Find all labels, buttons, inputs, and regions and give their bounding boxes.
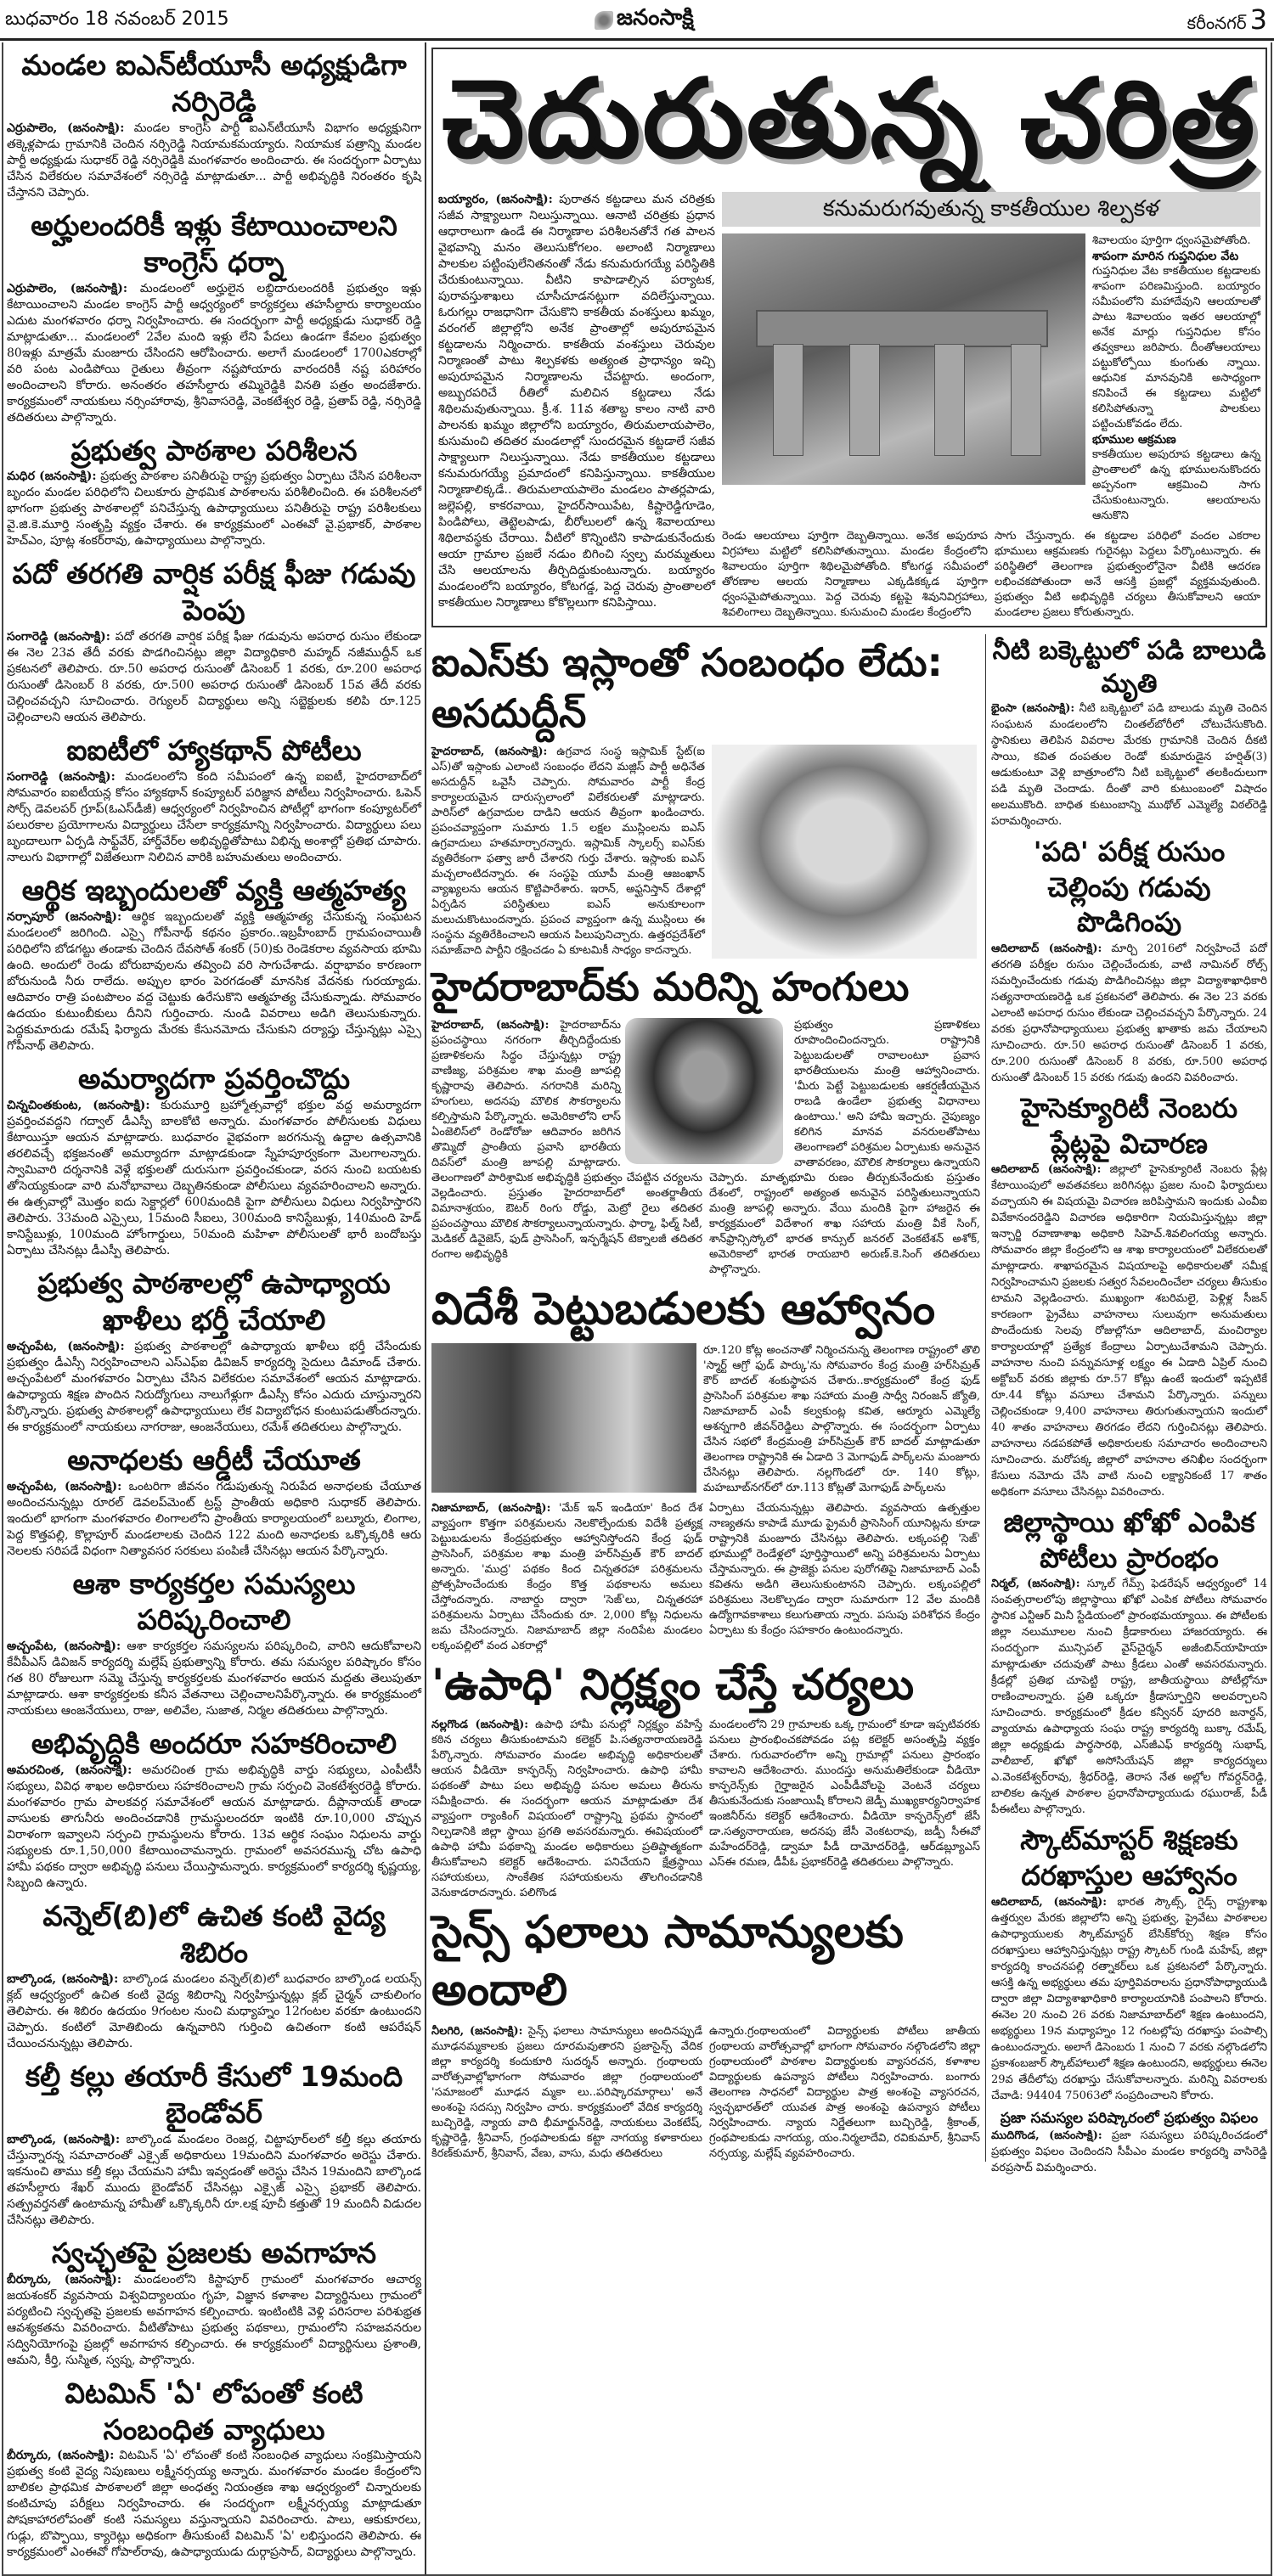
center-news-column: [431, 634, 986, 2162]
feature-right-area: [722, 192, 1260, 622]
food-park-foundation-photo: [431, 1343, 696, 1493]
side-paragraph: కాకతీయుల అపురూప కట్టడాలు ఉన్న ప్రాంతాలలో ఉన్న భూములనుకొందరు అప్పనంగా ఆక్రమించి సాగు చేసుకుంటున్నారు. ఆలయాలను ఆనుకొని: [1092, 448, 1260, 523]
article-text: ప్రభుత్వ పాఠశాల పనితీరుపై రాష్ట్ర ప్రభుత్వం ఏర్పాటు చేసిన పరిశీలనా బృందం మండల పరిధిలోని చిలుకూరు ప్రాథమిక పాఠశాలను పరిశీలించింది. ఈ పరిశీలనలో భాగంగా ప్రభుత్వ పాఠశాలల్లో పనిచేస్తున్న ఉపాధ్యాయులు పనితీరుపై రాష్ట్ర పరిశీలకులు వై.జి.కె.మూర్తి సంతృప్తి వ్యక్తం చేశారు. ఈ కార్యక్రమంలో ఎంఈవో వై.ప్రభాకర్, పాఠశాల హెచ్ఎం, పూట్ల శంకర్‌రావు, ఉపాధ్యాయులు పాల్గొన్నారు.: [7, 470, 421, 548]
article-text: అమరచింత గ్రామ అభివృద్ధికి వార్డు సభ్యులు, ఎంపీటీసీ సభ్యులు, వివిధ శాఖల అధికారులు సహకరించాలని గ్రామ సర్పంచి వెంకటేశ్వరరెడ్డి కోరారు. మంగళవారం గ్రామ పాలకవర్గ సమావేశంలో ఆయన మాట్లాడారు. దీప్లానాయక్ తాండా వాసులకు తాగునీరు అందించడానికి గ్రామస్థులందరూ ఇంటికి రూ.10,000 చొప్పున విరాళంగా ఇవ్వాలని సర్పంచి గ్రామస్థులను కోరారు. 13వ ఆర్థిక సంఘం నిధులను వార్డు సభ్యులకు రూ.1,50,000 కేటాయించామన్నారు. గ్రామంలో అవసరమున్న చోట ఉపాధి హామీ పథకం ద్వారా అభివృద్ధి పనులు చేయిస్తామన్నారు. కార్యక్రమంలో కార్యదర్శి కృష్ణయ్య, సిబ్బంది ఉన్నారు.: [7, 1763, 422, 1891]
article-body: [7, 769, 421, 866]
issue-date: బుధవారం 18 నవంబర్ 2015: [5, 8, 229, 30]
dateline: బాల్కొండ, (జనంసాక్షి):: [7, 1972, 119, 1987]
article-body: [7, 2448, 421, 2561]
article-body: [431, 1501, 702, 1654]
temple-pillar-shape: [1011, 344, 1041, 456]
article-text: ఆశా కార్యకర్తల సమస్యలను పరిష్కరించి, వారిని ఆదుకోవాలని కేవీపీఎస్ డివిజన్ కార్యదర్శి మల్లేష్ ప్రభుత్వాన్ని కోరారు. తమ సమస్యల పరిష్కారం కోసం గత 80 రోజులుగా సమ్మె చేస్తున్న కార్యకర్తలకు మంగళవారం ఆయన మద్దతు తెలుపుతూ మాట్లాడారు. ఆశా కార్యకర్తలకు కనీస వేతనాలు చెల్లించాలనిపేర్కొన్నారు. ఈ కార్యక్రమంలో నాయకులు ఆంజనేయులు, రాజు, అలివేల, సుజాత, నిర్మల తదితరులు పాల్గొన్నారు.: [7, 1640, 421, 1718]
edition-name: కరీంనగర్: [1187, 13, 1247, 33]
article-text: ఉగ్రవాద సంస్థ ఇస్లామిక్ స్టేట్(ఐ ఎస్)తో ఇస్లాంకు ఎలాంటి సంబంధం లేదని మజ్లిస్ పార్టీ అధినేత అసదుద్దీన్ ఒవైసీ చెప్పారు. సోమవారం పార్టీ కేంద్ర కార్యాలయమైన దారుస్సలాంలో విలేకరులతో మాట్లాడారు. పారిస్‌లో ఉగ్రవాదుల దాడిని ఆయన తీవ్రంగా ఖండించారు. ప్రపంచవ్యాప్తంగా సుమారు 1.5 లక్షల ముస్లింలను ఐఎస్ ఉగ్రవాదులు హతమార్చారన్నారు. ఇస్లామిక్ స్కాలర్స్ ఐఎస్‌కు వ్యతిరేకంగా ఫత్వా జారీ చేశారని గుర్తు చేశారు. ఇస్లాంకు ఐఎస్ మచ్చలాంటిదన్నారు. ఈ సంస్థపై యూపీ మంత్రి ఆజంఖాన్ వ్యాఖ్యలను ఆయన కొట్టిపారేశారు. ఇరాన్, అఫ్ఘనిస్తాన్ దేశాల్లో ఏర్పడిన పరిస్థితులు ఐఎస్ అనుకూలంగా మలుచుకొంటుందన్నారు. ప్రపంచ వ్యాప్తంగా ఉన్న ముస్లింలు ఈ సంస్థను వ్యతిరేకించాలని ఆయన పిలుపునిచ్చారు. ఉత్తరప్రదేశ్‌లో సమాజ్‌వాది పార్టీని రక్షించడం ఏ కూటమికీ సాధ్యం కాదన్నారు.: [431, 745, 705, 957]
article-headline: మండల ఐఎన్‌టీయూసీ అధ్యక్షుడిగా నర్సిరెడ్డి: [21, 48, 407, 118]
edition-page: [1187, 3, 1267, 37]
article-text: మార్చి 2016లో నిర్వహించే పదో తరగతి పరీక్షల రుసుం చెల్లించేందుకు, వాటి నామినల్ రోల్స్ సమర్పించేందుకు గడువు పొడిగించినట్లు జిల్లా విద్యాశాఖాధికారి సత్యనారాయణరెడ్డి ఒక ప్రకటనలో తెలిపారు. ఈ నెల 23 వరకు ఎలాంటి అపరాధ రుసుం లేకుండా చెల్లించవచ్చని పేర్కొన్నారు. 24 వరకు ప్రధానోపాధ్యాయులు ప్రభుత్వ ఖాతాకు జమ చేయాలని సూచించారు. రూ.50 అపరాధ రుసుంతో డిసెంబర్ 1 వరకు, రూ.200 రుసుంతో డిసెంబర్ 8 వరకు, రూ.500 అపరాధ రుసుంతో డిసెంబర్ 15 వరకు గడువు ఉందని వివరించారు.: [991, 942, 1267, 1084]
article-headline: ఆర్థిక ఇబ్బందులతో వ్యక్తి ఆత్మహత్య: [21, 874, 407, 908]
article-headline: విదేశీ పెట్టుబడులకు ఆహ్వానం: [431, 1283, 935, 1335]
dateline: మధిర (జనంసాక్షి):: [7, 470, 97, 484]
article-body: [7, 909, 421, 1055]
article-text: హైదరాబాద్‌ను ప్రపంచస్థాయి నగరంగా తీర్చిదిద్దేందుకు ప్రణాళికలను సిద్ధం చేస్తున్నట్లు రాష్ట్ర వాణిజ్య, పరిశ్రమల శాఖ మంత్రి జూపల్లి కృష్ణారావు తెలిపారు. నగరానికి మరిన్ని హంగులు, అదనపు మౌలిక సౌకర్యాలను కల్పిస్తామని పేర్కొన్నారు. అమెరికాలోని లాస్ ఏంజెలిస్‌లో రెండోరోజు ఆదివారం జరిగిన తొమ్మిదో ప్రాంతీయ ప్రవాసి భారతీయ దివస్‌లో మంత్రి జూపల్లి మాట్లాడారు. తెలంగాణలో పారిశ్రామిక అభివృద్ధికి ప్రభుత్వం చేపట్టిన చర్యలను వెల్లడించారు. ప్రస్తుతం హైదరాబాద్‌లో అంతర్జాతీయ విమానాశ్రయం, ఔటర్ రింగు రోడ్డు, మెట్రో రైలు తదితర ప్రపంచస్థాయి మౌలిక సౌకర్యాలున్నాయన్నారు. ఫార్మా, ఫిల్మ్ సిటీ, మెడికల్ డివైజెస్, ఫుడ్ ప్రాసెసింగ్, ఇన్ఫర్మేషన్ టెక్నాలజీ తదితర రంగాల అభివృద్ధికి: [431, 1018, 702, 1261]
article-body: [7, 1639, 421, 1719]
article-headline: 'పది' పరీక్ష రుసుం చెల్లింపు గడువు పొడిగింపు: [1033, 835, 1226, 939]
dateline: నీలగిరి, (జనంసాక్షి):: [431, 2025, 523, 2039]
article-text: ప్రభుత్వ పాఠశాలల్లో ఉపాధ్యాయ ఖాళీలు భర్తీ చేసేందుకు ప్రభుత్వం డీఎస్సీ నిర్వహించాలని ఎస్ఎఫ్ఐ డివిజన్ కార్యదర్శి సైదులు డిమాండ్ చేశారు. అచ్చంపేటలో మంగళవారం ఏర్పాటు చేసిన విలేకరుల సమావేశంలో ఆయన మాట్లాడారు. ఉపాధ్యాయ శిక్షణ పొందిన నిరుద్యోగులు నాలుగేళ్లుగా డీఎస్సీ కోసం ఎదురు చూస్తున్నారని పేర్కొన్నారు. ప్రభుత్వ పాఠశాలల్లో ఉపాధ్యాయులు లేక విద్యాబోధన కుంటుపడుతోందన్నారు. ఈ కార్యక్రమంలో నాయకులు నాగరాజు, ఆంజనేయులు, రమేశ్ తదితరులు పాల్గొన్నారు.: [7, 1339, 421, 1434]
article-text: ప్రభుత్వం ప్రణాళికలు రూపొందించిందన్నారు. రాష్ట్రానికి పెట్టుబడులతో రావాలంటూ ప్రవాస భారతీయులను మంత్రి ఆహ్వానించారు. 'మీరు పెట్టే పెట్టుబడులకు ఆకర్షణీయమైన రాబడి ఉండేలా ప్రభుత్వ విధానాలు ఉంటాయి.' అని హామీ ఇచ్చారు. నైపుణ్యం కలిగిన మానవ వనరులతోపాటు తెలంగాణలో పరిశ్రమల ఏర్పాటుకు అనువైన వాతావరణం, మౌలిక సౌకర్యాలు ఉన్నాయని చెప్పారు. మాతృభూమి రుణం తీర్చుకునేందుకు ప్రస్తుతం దేశంలో, రాష్ట్రంలో అత్యంత అనువైన పరిస్థితులున్నాయని మంత్రి జూపల్లి అన్నారు. వేయి మందికి పైగా హాజరైన ఈ కార్యక్రమంలో విదేశాంగ శాఖ సహాయ మంత్రి వీకే సింగ్, శాన్‌ఫ్రాన్సిస్కోలో భారత కాన్సుల్ జనరల్ వెంకటేశన్ అశోక్, అమెరికాలో భారత రాయబారి అరుణ్.కె.సింగ్ తదితరులు పాల్గొన్నారు.: [709, 1018, 980, 1276]
temple-pillar-shape: [934, 344, 965, 456]
article-body: [7, 1763, 421, 1892]
article-headline: అమర్యాదగా ప్రవర్తించొద్దు: [77, 1062, 350, 1096]
article-body: [7, 2272, 421, 2369]
temple-pillar-shape: [849, 344, 880, 456]
news-article: [7, 731, 421, 866]
article-text: కురుమూర్తి బ్రహ్మోత్సవాల్లో భక్తుల వద్ద అమర్యాదగా ప్రవర్తించవద్దని గద్వాల్ డీఎస్పీ బాలకోటి అన్నారు. మంగళవారం పోలీసులకు విధులు కేటాయిస్తూ ఆయన మాట్లాడారు. బుధవారం వైభవంగా జరగనున్న ఉద్దాల ఉత్సవానికి తరలివచ్చే భక్తజనంతో అమర్యాదగా మాట్లాడకుండా స్నేహపూర్వకంగా మెలగాలన్నారు. స్వామివారి దర్శనానికి వెళ్లే భక్తులతో దురుసుగా ప్రవర్తించకుండా, వరస నుంచి బయటకు తోసెయ్యకుండా వారి మనోభావాలు దెబ్బతినకుండా పోలీసులు వ్యవహరించాలని అన్నారు. ఈ ఉత్సవాల్లో మొత్తం ఐదు సెక్టార్లలో 600మందికి పైగా పోలీసులు విధులు నిర్వహిస్తారని తెలిపారు. 33మంది ఎస్సైలు, 15మంది సీఐలు, 300మంది కానిస్టేబుళ్లు, 140మంది హెడ్ కానిస్టేబుళ్లు, 100మంది హోంగార్డులు, 50మంది మహిళా పోలీసులతో భారీ బందోబస్తు ఏర్పాటు చేసినట్లు డీఎస్పీ తెలిపారు.: [7, 1098, 421, 1257]
article-headline: స్కౌట్‌మాస్టర్ శిక్షణకు దరఖాస్తుల ఆహ్వానం: [1020, 1824, 1238, 1892]
news-article: [991, 1091, 1267, 1500]
news-article: [991, 1505, 1267, 1818]
article-text: మండలంలోని కిస్టాపూర్ గ్రామంలో మంగళవారం ఆచార్య జయశంకర్ వ్యవసాయ విశ్వవిద్యాలయం గృహ, విజ్ఞాన కళాశాల విద్యార్థినులు గ్రామంలో పర్యటించి స్వచ్ఛతపై ప్రజలకు అవగాహన కల్పించారు. ఇంటింటికి వెళ్లి పరిసరాల పరిశుభ్రత ఆవశ్యకతను వివరించారు. వీటితోపాటు ప్రభుత్వ పథకాలు, గ్రామంలోని సహజవనరుల సద్వినియోగంపై ప్రజల్లో అవగాహన కల్పించారు. ఈ కార్యక్రమంలో విద్యార్థినులు ప్రశాంతి, ఆమని, కీర్తి, సుస్మిత, స్వప్న, పాల్గొన్నారు.: [7, 2272, 421, 2367]
article-headline: 'ఉపాధి' నిర్లక్ష్యం చేస్తే చర్యలు: [431, 1660, 915, 1710]
article-body: [991, 2128, 1267, 2176]
article-row: [431, 2024, 980, 2162]
article-headline: ఐఎస్‌కు ఇస్లాంతో సంబంధం లేదు: అసదుద్దీన్: [431, 639, 943, 736]
dateline: భైంసా (జనంసాక్షి):: [991, 702, 1075, 716]
article-body: [7, 1098, 421, 1259]
article-body: [991, 1894, 1267, 2104]
dateline: హైదరాబాద్, (జనంసాక్షి):: [431, 745, 548, 758]
news-article: [7, 871, 421, 1055]
dateline: ఆదిలాబాద్, (జనంసాక్షి):: [991, 1895, 1108, 1909]
article-headline: హైసెక్యూరిటీ నెంబరు ప్లేట్లపై విచారణ: [1020, 1091, 1238, 1160]
news-article: [991, 835, 1267, 1086]
article-body: [991, 941, 1267, 1086]
article-text: ఉపాధి హామీ పనుల్లో నిర్లక్ష్యం వహిస్తే కఠిన చర్యలు తీసుకుంటామని కలెక్టర్ పి.సత్యనారాయణరెడ్డి పేర్కొన్నారు. సోమవారం మండల అభివృద్ధి అధికారులతో ఆయన వీడియో కాన్ఫరెన్స్ నిర్వహించారు. ఉపాధి హామీ పథకంతో పాటు పలు అభివృద్ధి పనుల అమలు తీరును సమీక్షించారు. ఈ సందర్భంగా ఆయన మాట్లాడుతూ దేశ వ్యాప్తంగా ర్యాంకింగ్ విషయంలో రాష్ట్రాన్ని ప్రథమ స్థానంలో నిల్పడానికి జిల్లా స్థాయి ప్రగతి అవసరమన్నారు. ఈవిషయంలో ఉపాధి హామీ పథకాన్ని మండల అధికారులు ప్రతిష్టాత్మకంగా తీసుకోవాలని కలెక్టర్ ఆదేశించారు. పనిచేయని క్షేత్రస్థాయి సహాయకులు, సాంకేతిక సహాయకులను తొలగించడానికి వెనుకాడరాదన్నారు. పలిగొండ: [431, 1718, 702, 1900]
main-news-area: [426, 42, 1271, 2190]
dateline: అచ్చంపేట, (జనంసాక్షి):: [7, 1640, 121, 1654]
side-subheading: భూముల ఆక్రమణ: [1092, 433, 1176, 447]
news-article: [7, 2057, 421, 2229]
feature-bottom-right-text: సాగు చేస్తున్నారు. ఈ కట్టడాల పరిధిలో వందల ఎకరాల భూములు ఆక్రమణకు గురైనట్లు పెద్దలు పేర్కొంటున్నారు. ఈ పరిస్థితిలో తెలంగాణ ప్రభుత్వంలోనైనా వీటికి ఆదరణ లభించకపోతుందా అనే ఆసక్తి ప్రజల్లో వ్యక్తమవుతుంది. ప్రభుత్వం వీటి అభివృద్ధికి చర్యలు తీసుకోవాలని ఆయా మండలాల ప్రజలు కోరుతున్నారు.: [995, 530, 1260, 620]
newspaper-name: జనంసాక్షి: [617, 5, 694, 31]
dateline: హైదరాబాద్, (జనంసాక్షి):: [431, 1018, 550, 1032]
dateline: అచ్చంపేట, (జనంసాక్షి):: [7, 1479, 122, 1493]
article-body: [7, 121, 421, 201]
lower-news-area: [431, 634, 1267, 2180]
dateline: చిన్నచింతకుంట, (జనంసాక్షి):: [7, 1098, 150, 1112]
article-text: జిల్లాలో హైసెక్యూరిటీ నెంబరు ప్లేట్ల కేటాయింపులో అవతవకలు జరిగినట్లు ప్రజల నుంచి ఫిర్యాదులు వచ్చాయని ఈ విషయమై విచారణ జరిపిస్తామని ఇందుకు ఎంవీఐ వివేకానందరెడ్డిని విచారణ అధికారిగా నియమిస్తున్నట్లు జిల్లా ఇన్చార్జి రవాణాశాఖ అధికారి సిహెచ్.శివలింగయ్య అన్నారు. సోమవారం జిల్లా కేంద్రంలోని ఆ శాఖ కార్యాలయంలో విలేకరులతో మాట్లాడారు. శాఖాపరమైన విషయాలపై అధికారులతో సమీక్ష నిర్వహించామని ప్రజలకు సత్వర సేవలందించేలా చర్యలు తీసుకుం టామని వెల్లడించారు. ముఖ్యంగా శబరిమలై, పెళ్లిళ్ల సీజన్ కారణంగా ప్రైవేటు వాహనాలు సులువుగా అనుమతులు పొందేందుకు సెలవు రోజుల్లోనూ ఆదిలాబాద్, మంచిర్యాల కార్యాలయాల్లో ప్రత్యేక కేంద్రాలు ఏర్పాటుచేశామని చెప్పారు. వాహనాల నుంచి పన్నువసూళ్ల లక్ష్యం ఈ ఏడాది ఏప్రిల్ నుంచి అక్టోబర్ వరకు జిల్లాకు రూ.57 కోట్లు ఉంటే ఇందులో ఇప్పటికే రూ.44 కోట్లు వసూలు చేశామని పేర్కొన్నారు. పన్నులు చెల్లించకుండా 9,400 వాహనాలు తిరుగుతున్నాయని ఇందులో 40 శాతం వాహనాలు తిరగడం లేదని గుర్తించినట్లు తెలిపారు. వాహనాలు నడపకపోతే అధికారులకు సమాచారం అందించాలని సూచించారు. మరోపక్క జిల్లాలో వాహనాల తనిఖీల సందర్భంగా కేసులు నమోదు చేసి వాటి నుంచి లక్ష్యానికంటే 17 శాతం అధికంగా వసూలు చేసినట్లు వివరించారు.: [991, 1163, 1267, 1499]
left-news-column: [3, 42, 426, 2574]
article-text: మండలంలోని కంది సమీపంలో ఉన్న ఐఐటీ, హైదరాబాద్‌లో సోమవారం ఐఐటీయన్ల కోసం హ్యాకథాన్ కంప్యూటర్ పరిజ్ఞాన పోటీలు నిర్వహించారు. ఓపెన్ సోర్స్ డెవలపర్ గ్రూప్(ఓఎస్‌డీజీ) ఆధ్వర్యంలో నిర్వహించిన పోటీల్లో భాగంగా కంప్యూటర్‌లో పలురకాల ప్రయోగాలను విద్యార్థులు చేసేలా కార్యక్రమాన్ని నిర్వహించారు. విద్యార్థులు పలు బృందాలుగా ఏర్పడి సాఫ్ట్‌వేర్, హార్డ్‌వేర్‌ల అభివృద్ధితోపాటు విభిన్న అంశాల్లో ప్రతిభ చూపారు. నాలుగు విభాగాల్లో విజేతలుగా నిలిచిన వారికి బహుమతులు అందించారు.: [7, 770, 421, 865]
news-article: [7, 1897, 421, 2052]
article-headline: ప్రభుత్వ పాఠశాలల్లో ఉపాధ్యాయ ఖాళీలు భర్తీ చేయాలి: [37, 1266, 391, 1336]
news-article: [991, 2109, 1267, 2176]
right-news-column: [991, 634, 1267, 2180]
article-headline: అనాధలకు ఆర్డీటీ చేయూత: [67, 1443, 361, 1476]
article-body: రూ.120 కోట్ల అంచనాతో నిర్మించనున్న తెలంగాణ రాష్ట్రంలో తొలి 'స్మార్ట్ ఆగ్రో ఫుడ్ పార్కు'ను సోమవారం కేంద్ర మంత్రి హర్‌సిమ్రత్ కౌర్ బాదల్ శంకుస్థాపన చేశారు..కార్యక్రమంలో కేంద్ర ఫుడ్ ప్రాసెసింగ్ పరిశ్రమల శాఖ సహాయ మంత్రి సాధ్వీ నిరంజన్ జ్యోతి, నిజామాబాద్ ఎంపీ కల్వకుంట్ల కవిత, ఆర్మూరు ఎమ్మెల్యే ఆశన్నగారి జీవన్‌రెడ్డిలు పాల్గొన్నారు. ఈ సందర్భంగా ఏర్పాటు చేసిన సభలో కేంద్రమంత్రి హర్‌సిమ్రత్ కౌర్ బాదల్ మాట్లాడుతూ తెలంగాణ రాష్ట్రానికి ఈ ఏడాది 3 మెగాఫుడ్ పార్క్‌లను మంజూరు చేసినట్లు తెలిపారు. నల్లగొండలో రూ. 140 కోట్లు, మహబూబ్‌నగర్‌లో రూ.113 కోట్లతో మెగాఫుడ్ పార్క్‌లను: [703, 1344, 980, 1495]
article-row: [431, 1501, 980, 1654]
feature-bottom-row: [722, 529, 1260, 621]
news-article: [7, 46, 421, 201]
owaisi-portrait-photo: [712, 745, 977, 959]
dateline: సంగారెడ్డి (జనంసాక్షి):: [7, 630, 110, 644]
feature-side-text: [1092, 233, 1260, 524]
news-article: [7, 2374, 421, 2562]
article-text: ప్రజా సమస్యలు పరిష్కరించడంలో ప్రభుత్వం విఫలం చెందిందని సీపీఎం మండల కార్యదర్శి వాసిరెడ్డి వరప్రసాద్ విమర్శించారు.: [991, 2129, 1267, 2174]
news-article: [7, 554, 421, 726]
article-row: [431, 745, 980, 959]
news-article: [7, 431, 421, 550]
page-number: 3: [1249, 3, 1267, 36]
news-article: [991, 1823, 1267, 2103]
article-text: భారత స్కౌట్స్, గైడ్స్ రాష్ట్రశాఖ ఉత్తర్వుల మేరకు జిల్లాలోని అన్ని ప్రభుత్వ, ప్రైవేటు పాఠశాలల ఉపాధ్యాయులకు స్కౌట్‌మాస్టర్ బేసిక్‌కోర్సు శిక్షణ కోసం దరఖాస్తులు ఆహ్వానిస్తున్నట్లు రాష్ట్ర స్కౌటర్ గుండి మహేష్, జిల్లా కార్యదర్శి కాంచనపల్లి రత్నాకర్‌లు ఒక ప్రకటనలో పేర్కొన్నారు. ఆసక్తి ఉన్న అభ్యర్థులు తమ పూర్తివివరాలను ప్రధానోపాధ్యాయుడి ద్వారా జిల్లా విద్యాశాఖాధికారి కార్యాలయానికి పంపాలని కోరారు. ఈనెల 20 నుంచి 26 వరకు నిజామాబాద్‌లో శిక్షణ ఉంటుందని, అభ్యర్థులు 19న మధ్యాహ్నం 12 గంటల్లోపు దరఖాస్తు పంపాల్సి ఉంటుందన్నారు. అలాగే డిసెంబరు 1 నుంచి 7 వరకు నల్గొండలోని ప్రకాశంబజార్ స్కౌట్‌హాలులో శిక్షణ ఉంటుందని, అభ్యర్థులు ఈనెల 29వ తేదీలోపు దరఖాస్తు చేసుకోవాలన్నారు. మరిన్ని వివరాలకు చేవాడి: 94404 75063లో సంప్రదించాలని కోరారు.: [991, 1895, 1268, 2102]
newspaper-logo: [595, 5, 694, 36]
article-headline: అభివృద్ధికి అందరూ సహకరించాలి: [31, 1727, 397, 1761]
dateline: నిజామాబాద్, (జనంసాక్షి):: [431, 1502, 551, 1516]
logo-leaf-icon: [595, 11, 613, 30]
article-body: [7, 1339, 421, 1436]
article-body: [7, 469, 421, 549]
article-text: 'మేక్ ఇన్ ఇండియా' కింద దేశ వ్యాప్తంగా కొత్తగా పరిశ్రమలను నెలకొల్పేందుకు విదేశీ ప్రత్యక్ష పెట్టుబడులను కేంద్రప్రభుత్వం ఆహ్వానిస్తోందని కేంద్ర ఫుడ్ ప్రాసెసింగ్, పరిశ్రమల శాఖ మంత్రి హర్‌సిమ్రత్ కౌర్ బాదల్ అన్నారు. 'ముద్ర' పథకం కింద చిన్నతరహా పరిశ్రమలను ప్రోత్సహించేందుకు కేంద్రం కొత్త పథకాలను అమలు చేస్తోందన్నారు. నాబార్డు ద్వారా 'సెజ్'లు, చిన్నతరహా పరిశ్రమలను ఏర్పాటు చేసేందుకు రూ. 2,000 కోట్ల నిధులను జమ చేసిందన్నారు. నిజామాబాద్ జిల్లా నందిపేట మండలం లక్కంపల్లిలో వంద ఎకరాల్లో: [431, 1502, 702, 1653]
article-body-continued: మండలంలోని 29 గ్రామాలకు ఒక్క గ్రామంలో కూడా ఇప్పటివరకు పనులు ప్రారంభించకపోవడం పట్ల కలెక్టర్ అసంతృప్తి వ్యక్తం చేశారు. గురువారంలోగా అన్ని గ్రామాల్లో పనులు ప్రారంభం కావాలని ఆదేశించారు. ముందస్తు అనుమతిలేకుండా వీడియో కాన్ఫరెన్స్‌కు గైర్హాజరైన ఎంపీడీవోలపై వెంటనే చర్యలు తీసుకునేందుకు సంజాయిషీ కోరాలని జెడ్పీ ముఖ్యకార్యనిర్వాహక ఇంజినీర్‌ను కలెక్టర్ ఆదేశించారు. వీడియో కాన్ఫరెన్స్‌లో జేసీ డా.సత్యనారాయణ, అదనపు జేసీ వెంకటరావు, జడ్పీ సీఈవో మహేందర్‌రెడ్డి, డ్వామా పీడీ దామోదర్‌రెడ్డి, ఆర్‌డబ్ల్యూఎస్ ఎస్‌ఈ రమణ, డీపీఓ ప్రభాకర్‌రెడ్డి తదితరులు పాల్గొన్నారు.: [709, 1718, 980, 1870]
article-body-continued: ఏర్పాటు చేయనున్నట్లు తెలిపారు. వ్యవసాయ ఉత్పత్తుల నాణ్యతను కాపాడే మూడు ప్రైమరీ ప్రాసెసింగ్ యూనిట్లను కూడా రాష్ట్రానికి మంజూరు చేసినట్లు తెలిపారు. లక్కంపల్లి 'సెజ్' భూముల్లో రెండేళ్లలో పూర్తిస్థాయిలో అన్ని పరిశ్రమలను ఏర్పాటు చేస్తామన్నారు. ఈ ప్రాజెక్టు పనుల పురోగతిపై నిజామాబాద్ ఎంపీ కవితను అడిగి తెలుసుకుంటానని చెప్పారు. లక్కంపల్లిలో పరిశ్రమలు నెలకొల్పడం ద్వారా సుమారుగా 12 వేల మందికి ఉద్యోగావకాశాలు కలుగుతాయ న్నారు. పసుపు పరిశోధన కేంద్రం ఏర్పాటు కు కేంద్రం సహకారం ఉంటుందన్నారు.: [709, 1502, 980, 1638]
article-text: మండలంలో అర్హులైన లబ్ధిదారులందరికీ ప్రభుత్వం ఇళ్లు కేటాయించాలని మండల కాంగ్రెస్ పార్టీ ఆధ్వర్యంలో కార్యకర్తలు తహసీల్దారు కార్యాలయం ఎదుట మంగళవారం ధర్నా నిర్వహించారు. ఈ సందర్భంగా పార్టీ అధ్యక్షుడు సుధాకర్ రెడ్డి మాట్లాడుతూ... మండలంలో 2వేల మంది ఇళ్లు లేని పేదలు ఉండగా కేవలం ప్రభుత్వం 80ఇళ్లు మాత్రమే మంజూరు చేసిందని ఆరోపించారు. అలాగే మండలంలో 1700ఎకరాల్లో వరి పంట ఎండిపోయి రైతులు తీవ్రంగా నష్టపోయారు వారందరికీ నష్ట పరిహారం అందించాలని కోరారు. అనంతరం తహసీల్దారు తమ్మిరెడ్డికి వినతి పత్రం అందజేశారు. కార్యక్రమంలో నాయకులు నర్సింహారావు, శ్రీనివాసరెడ్డి, వెంకటేశ్వర రెడ్డి, ప్రతాప్ రెడ్డి, నర్సిరెడ్డి తదితరులు పాల్గొన్నారు.: [7, 281, 421, 425]
dateline: సంగారెడ్డి (జనంసాక్షి):: [7, 770, 116, 785]
article-text: మండల కాంగ్రెస్ పార్టీ ఐఎన్‌టీయూసీ విభాగం అధ్యక్షునిగా తక్కెళ్లపాడు గ్రామానికి చెందిన నర్సిరెడ్డి నియామకమయ్యారు. నియామక పత్రాన్ని మండల పార్టీ అధ్యక్షుడు సుధాకర్ రెడ్డి నర్సిరెడ్డికి మంగళవారం అందించారు. ఈ సందర్భంగా ఏర్పాటు చేసిన విలేకరుల సమావేశంలో నర్సిరెడ్డి మాట్లాడుతూ... పార్టీ అభివృద్ధికి నిరంతరం కృషి చేస్తానని చెప్పారు.: [7, 121, 421, 200]
dateline: అచ్చంపేట, (జనంసాక్షి):: [7, 1339, 125, 1353]
dateline: బీర్కూరు, (జనంసాక్షి):: [7, 2449, 115, 2463]
article-body-continued: ఉన్నారు.గ్రంథాలయంలో విద్యార్థులకు పోటీలు జాతీయ గ్రంథాలయ వారోత్సవాల్లో భాగంగా సోమవారం నల్గొండలోని జిల్లా గ్రంథాలయంలో పాఠశాల విద్యార్థులకు వ్యాసరచన, కళాశాల విద్యార్థులకు ఉపన్యాస పోటీలు నిర్వహించారు. బంగారు తెలంగాణ సాధనలో విద్యార్థుల పాత్ర అంశంపై వ్యాసరచన, స్వచ్ఛభారత్‌లో యువత పాత్ర అంశంపై ఉపన్యాస పోటీలు నిర్వహించారు. న్యాయ నిర్ణేతలుగా బుచ్చిరెడ్డి, శ్రీకాంత్, గ్రంథపాలకుడు నాగయ్య, యం.నిర్మలాదేవి, రవికుమార్, శ్రీనివాస్ నర్సయ్య, మల్లేష్ వ్యవహరించారు.: [709, 2025, 980, 2161]
article-headline: ప్రజా సమస్యల పరిష్కారంలో ప్రభుత్వం విఫలం: [1000, 2109, 1259, 2127]
article-text: సైన్స్ ఫలాలు సామాన్యులు అందినప్పుడే మూఢనమ్మకాలకు ప్రజలు దూరమవుతారని ప్రజాసైన్స్ వేదిక జిల్లా కార్యదర్శి కందుకూరి సుదర్శన్ అన్నారు. గ్రంథాలయ వారోత్సవాల్లోభాగంగా సోమవారం జిల్లా గ్రంథాలయంలో 'సమాజంలో మూఢన మ్మకా లు..పరిష్కారమార్గాలు' అనే అంశంపై సదస్సు నిర్వహిం చారు. కార్యక్రమంలో వేదిక కార్యదర్శి బుచ్చిరెడ్డి, న్యాయ వాది భీమార్జున్‌రెడ్డి, నాయకులు వెంకటేష్, కృష్ణారెడ్డి, శ్రీనివాస్, గ్రంథపాలకుడు కట్టా నాగయ్య కళాకారులు కిరణ్‌కుమార్, శ్రీనివాస్, వేణు, వాసు, మధు తదితరులు: [431, 2025, 702, 2161]
article-body: [431, 2024, 702, 2162]
news-article: [7, 1441, 421, 1560]
article-headline: పదో తరగతి వార్షిక పరీక్ష ఫీజు గడువు పెంపు: [12, 557, 416, 627]
article-body: [991, 1576, 1267, 1818]
dateline: ముదిగొండ, (జనంసాక్షి):: [991, 2129, 1102, 2142]
article-text: ఆర్థిక ఇబ్బందులతో వ్యక్తి ఆత్మహత్య చేసుకున్న సంఘటన మండలంలో జరిగింది. ఎస్సై గోపీనాథ్ కథనం ప్రకారం..ఇబ్రహీంబాద్ గ్రామపంచాయితీ పరిధిలోని బోడగట్టు తండాకు చెందిన దేవసోత్ శంకర్ (50)కు రెండెకరాల వ్యవసాయ భూమి ఉంది. అందులో రెండు బోరుబావులను తవ్వించి వరి సాగుచేశాడు. వర్షాభావం కారణంగా బోరునుండి నీరు రాలేదు. అప్పుల భారం పెరగడంతో మానసిక వేదనకు గురయ్యాడు. ఆదివారం రాత్రి పంటపొలం వద్ద చెట్టుకు ఉరేసుకొని ఆత్మహత్య చేసుకున్నాడు. సోమవారం ఉదయం కుటుంబీకులు దీనిని గుర్తించారు. నుండి వివరాలు అడిగి తెలుసుకున్నారు. పెద్దకుమారుడు రమేష్ ఫిర్యాదు మేరకు కేసునమోదు చేసుకుని దర్యాప్తు చేస్తున్నట్లు ఎస్సై గోపీనాథ్ తెలిపారు.: [7, 910, 421, 1054]
news-article: [7, 1565, 421, 1720]
dateline: బీర్కూరు, (జనంసాక్షి):: [7, 2272, 122, 2286]
news-article: [7, 206, 421, 426]
article-headline: విటమిన్ 'ఏ' లోపంతో కంటి సంబంధిత వ్యాధులు: [65, 2376, 364, 2446]
article-body: [991, 700, 1267, 830]
article-body: [431, 1718, 702, 1901]
news-article: [7, 1724, 421, 1892]
news-article: [7, 1264, 421, 1436]
side-intro: శివాలయం పూర్తిగా ధ్వంసమైపోతోంది.: [1092, 234, 1251, 248]
article-row: [431, 1343, 980, 1496]
article-headline: ఐఐటీలో హ్యాకథాన్ పోటీలు: [66, 734, 362, 768]
temple-pillar-shape: [773, 344, 803, 456]
article-text: విటమిన్ 'ఏ' లోపంతో కంటి సంబంధిత వ్యాధులు సంక్రమిస్తాయని ప్రభుత్వ కంటి వైద్య నిపుణులు లక్ష్మీనర్సయ్య అన్నారు. మంగళవారం మండల కేంద్రంలోని బాలికల ప్రాథమిక పాఠశాలలో జిల్లా అంధత్వ నియంత్రణ శాఖ ఆధ్వర్యంలో చిన్నారులకు కంటిచూపు పరీక్షలు నిర్వహించారు. ఈ సందర్భంగా లక్ష్మీనర్సయ్య మాట్లాడుతూ పోషకాహారలోపంతో కంటి సమస్యలు వస్తున్నాయని వివరించారు. పాలు, ఆకుకూరలు, గుడ్లు, బొప్పాయి, క్యారెట్లు అధికంగా తీసుకుంటే విటమిన్ 'ఏ' లభిస్తుందని తెలిపారు. ఈ కార్యక్రమంలో ఎంఈవో గోపాల్‌రావు, ఉపాధ్యాయుడు దుర్గాప్రసాద్, విద్యార్థులు పాల్గొన్నారు.: [7, 2449, 421, 2560]
page-frame: [2, 42, 1272, 2576]
dateline: నల్లగొండ (జనంసాక్షి):: [431, 1718, 529, 1732]
minister-jupally-photo: [625, 1018, 783, 1164]
article-headline: నీటి బక్కెట్టులో పడి బాలుడి మృతి: [992, 636, 1266, 700]
side-subheading: శాపంగా మారిన గుప్తనిధుల వేట: [1092, 250, 1239, 264]
article-headline: వన్నెల్(బి)లో ఉచిత కంటి వైద్య శిబిరం: [42, 1899, 386, 1970]
feature-photo-row: [722, 233, 1260, 524]
feature-story: [431, 48, 1267, 627]
temple-roof-shape: [756, 310, 1048, 347]
article-headline: స్వచ్ఛతపై ప్రజలకు అవగాహన: [51, 2236, 377, 2269]
temple-ruins-photo: [722, 233, 1085, 485]
article-headline: అర్హులందరికీ ఇళ్లు కేటాయించాలని కాంగ్రెస్ ధర్నా: [31, 208, 397, 278]
article-text: పదో తరగతి వార్షిక పరీక్ష ఫీజు గడువును అపరాధ రుసుం లేకుండా ఈ నెల 23వ తేదీ వరకు పొడగించినట్లు జిల్లా విద్యాధికారి మహ్మద్ నజీముద్దీన్ ఒక ప్రకటనలో తెలిపారు. రూ.50 అపరాధ రుసుంతో డిసెంబర్ 1 వరకు, రూ.200 అపరాధ రుసుంతో డిసెంబర్ 8 వరకు, రూ.500 అపరాధ రుసుంతో డిసెంబర్ 15వ తేదీ వరకు చెల్లించవచ్చని సూచించారు. రెగ్యులర్ విద్యార్థులు అన్ని సబ్జెక్టులకు కలిపి రూ.125 చెల్లించాలని ఆయన తెలిపారు.: [7, 630, 421, 725]
dateline: ఎర్రుపాలెం, (జనంసాక్షి):: [7, 121, 125, 135]
article-headline: కల్తీ కల్లు తయారీ కేసులో 19మంది బైండోవర్: [25, 2060, 403, 2129]
article-headline: ఆశా కార్యకర్తల సమస్యలు పరిష్కరించాలి: [72, 1566, 356, 1637]
news-article: [7, 2234, 421, 2369]
article-body: [991, 1161, 1267, 1500]
article-row: [431, 1018, 980, 1278]
article-body: [7, 2132, 421, 2229]
feature-lead-body: పురాతన కట్టడాలు మన చరిత్రకు సజీవ సాక్ష్యాలుగా నిలుస్తున్నాయి. ఆనాటి చరిత్రకు ప్రధాన ఆధారాలుగా ఉండే ఈ నిర్మాణాల పరిశీలనతోనే గత పాలన వైభవాన్ని మనం తెలుసుకోగలం. అలాంటి నిర్మాణాలు పాలకుల పట్టింపులేనితనంతో నేడు కనుమరుగయ్యే పరిస్థితికి చేరుకుంటున్నాయి. వీటిని కాపాడాల్సిన పర్యాటక, పురావస్తుశాఖలు చూసీచూడనట్లుగా వదిలేస్తున్నాయి. ఓరుగల్లు రాజధానిగా చేసుకొని కాకతీయ వంశస్తులు ఖమ్మం, వరంగల్ జిల్లాల్లోని అనేక ప్రాంతాల్లో అపురూపమైన కట్టడాలను నిర్మించారు. కాకతీయ వంశస్తులు చెరువుల నిర్మాణంతో పాటు శిల్పకళకు అత్యంత ప్రాధాన్యం ఇచ్చి అపురూపమైన నిర్మాణాలను చేపట్టారు. అందంగా, అబ్బురపరిచే రీతిలో మలిచిన కట్టడాలు నేడు శిథిలమవుతున్నాయి. క్రీ.శ. 11వ శతాబ్ద కాలం నాటి వారి పాలనకు ఖమ్మం జిల్లాలోని బయ్యారం, తిరుమలాయపాలెం, కుసుమంచి తదితర మండలాల్లో సుందరమైన కట్టడాలే సజీవ సాక్ష్యాలుగా నిలుస్తున్నాయి. నేడు కాకతీయుల కట్టడాలు కనుమరుగయ్యే ప్రమాదంలో కనిపిస్తున్నాయి. కాకతీయుల నిర్మాణాలిక్కడే.. తిరుమలాయపాలెం మండలం పాతర్లపాడు, జల్లెపల్లి, కాకరవాయి, హైదర్‌సాయిపేట, కిష్టారెడ్డిగూడెం, పిండిపోలు, తెట్టెలపాడు, బీరోలులలో ఉన్న శివాలయాలు శిథిలావస్థకు చేరాయి. వీటిలో కొన్నింటిని కాపాడుకునేందుకు ఆయా గ్రామాల ప్రజలే నడుం బిగించి స్వల్ప మరమ్మతులు చేసి ఆలయాలను తీర్చిదిద్దుకుంటున్నారు. బయ్యారం మండలంలోని బయ్యారం, కోటగడ్డ, పెద్ద చెరువు ప్రాంతాలలో కాకతీయుల నిర్మాణాలు కోకొల్లలుగా కనిపిస్తాయి.: [438, 192, 716, 610]
side-paragraph: గుప్తనిధుల వేట కాకతీయుల కట్టడాలకు శాపంగా పరిణమిస్తుంది. బయ్యారం సమీపంలోని మహాదేవుని ఆలయాలతో పాటు శివాలయం ఇతర ఆలయాల్లో అనేక మార్లు గుప్తనిధుల కోసం తవ్వకాలు జరిపారు. దీంతోఆలయాలు పట్టుకోల్పోయి కుంగుతు న్నాయి. ఆధునిక మానవునికి అసాధ్యంగా కనిపించే ఈ కట్టడాలు మట్టిలో కలిసిపోతున్నా పాలకులు పట్టించుకోవడం లేదు.: [1092, 265, 1260, 431]
article-headline: జిల్లాస్థాయి ఖోఖో ఎంపిక పోటీలు ప్రారంభం: [1003, 1506, 1255, 1574]
article-text: బాల్కొండ మండలం వన్నెల్(బి)లో బుధవారం బాల్కొండ లయన్స్ క్లబ్ ఆధ్వర్యంలో ఉచిత కంటి వైద్య శిబిరాన్ని నిర్వహిస్తున్నట్లు క్లబ్ చైర్మన్ చాకులింగం తెలిపారు. ఈ శిబిరం ఉదయం 9గంటల నుంచి మధ్యాహ్నం 12గంటల వరకూ ఉంటుందని చెప్పారు. కంటిలో మోతిబిందు ఉన్నవారిని గుర్తించి ఉచితంగా కంటి ఆపరేషన్ చేయించనున్నట్లు తెలిపారు.: [7, 1972, 421, 2051]
article-headline: హైదరాబాద్‌కు మరిన్ని హంగులు: [431, 963, 910, 1010]
article-body: [7, 629, 421, 726]
news-article: [991, 634, 1267, 830]
article-text: స్కూల్ గేమ్స్ ఫెడరేషన్ ఆధ్వర్యంలో 14 సంవత్సరాలలోపు జిల్లాస్థాయి ఖోఖో ఎంపిక పోటీలు సోమవారం స్థానిక ఎన్టీఆర్ మినీ స్టేడియంలో ప్రారంభమయ్యాయి. ఈ పోటీలకు జిల్లా నలుమూలల నుంచి క్రీడాకారులు హాజరయ్యారు. ఈ సందర్భంగా మున్సిపల్ వైస్‌చైర్మన్ అజీంబిన్‌యాహియా మాట్లాడుతూ చదువుతో పాటు క్రీడలు ఎంతో అవసరమన్నారు. క్రీడల్లో ప్రతిభ చూపెట్టి రాష్ట్ర, జాతీయస్థాయి పోటీల్లోనూ రాణించాలన్నారు. ప్రతి ఒక్కరూ క్రీడాస్ఫూర్తిని అలవర్చాలని సూచించారు. కార్యక్రమంలో క్రీడల కన్వీనర్ పూదరి జనార్దన్, వ్యాయామ ఉపాధ్యాయ సంఘ రాష్ట్ర కార్యదర్శి బుక్కా రమేష్, జిల్లా అధ్యక్షుడు పార్థసారథి, ఎస్‌జీఎఫ్ కార్యదర్శి సుభాష్, వాలీబాల్, ఖోఖో అసోసియేషన్ జిల్లా కార్యదర్శులు ఎ.వెంకటేశ్వర్‌రావు, శ్రీధర్‌రెడ్డి, తెరాస నేత అల్లోల గోవర్దన్‌రెడ్డి, బాలికల ఉన్నత పాఠశాల ప్రధానోపాధ్యాయుడు రఘురాజ్, పీడీ పీఈటీలు పాల్గొన్నారు.: [991, 1578, 1268, 1817]
dateline: అమరచింత, (జనంసాక్షి):: [7, 1763, 132, 1778]
article-headline: సైన్స్ ఫలాలు సామాన్యులకు అందాలి: [431, 1907, 904, 2016]
feature-headline: చెదురుతున్న చరిత్ర: [442, 56, 1257, 183]
dateline: బాల్కొండ, (జనంసాక్షి):: [7, 2132, 121, 2146]
dateline: నర్సాపూర్ (జనంసాక్షి):: [7, 910, 122, 925]
article-body: [431, 745, 705, 959]
article-headline: ప్రభుత్వ పాఠశాల పరిశీలన: [70, 433, 358, 467]
dateline: ఆదిలాబాద్ (జనంసాక్షి):: [991, 1163, 1102, 1177]
article-body: [7, 281, 421, 426]
article-text: ఒంటరిగా జీవనం గడుపుతున్న నిరుపేద అనాధలకు చేయూత అందించనున్నట్లు రూరల్ డెవలప్‌మెంట్ ట్రస్ట్ ప్రాంతీయ అధికారి సుధాకర్ తెలిపారు. ఇందులో భాగంగా మంగళవారం లింగాలలోని ప్రాంతీయ కార్యాలయంలో బల్మూరు, లింగాల, పెద్ద కొత్తపల్లి, కొల్లాపూర్ మండలాలకు చెందిన 122 మంది అనాధలకు ఒక్కొక్కరికి ఆరు నెలలకు సరిపడే విధంగా నిత్యావసర సరకులు పంపిణీ చేసినట్లు ఆయన పేర్కొన్నారు.: [7, 1479, 421, 1558]
dateline: ఎర్రుపాలెం, (జనంసాక్షి):: [7, 281, 128, 295]
dateline: నిర్మల్, (జనంసాక్షి):: [991, 1578, 1080, 1591]
article-text: బాల్కొండ మండలం రెంజర్ల, చిట్టాపూర్‌లలో కల్తీ కల్లు తయారు చేస్తున్నారన్న సమాచారంతో ఎక్సైజ్ అధికారులు 19మందిని మంగళవారం అరెస్టు చేశారు. ఇకనుంచి తాము కల్తీ కల్లు చేయమని హామీ ఇవ్వడంతో అరెస్టు చేసిన 19మందిని బాల్కొండ తహసీల్దారు శేఖర్ ముందు బైండోవర్ చేసినట్లు ఎక్సైజ్ ఎస్సై ప్రభాకర్ తెలిపారు. సత్ప్రవర్తనతో ఉంటామన్న హామీతో ఒక్కొక్కరినీ రూ.లక్ష పూచీ కత్తుతో 19 మందినీ విడుదల చేసినట్లు తెలిపారు.: [7, 2132, 421, 2227]
dateline: బయ్యారం, (జనంసాక్షి):: [438, 192, 553, 206]
dateline: ఆదిలాబాద్ (జనంసాక్షి):: [991, 942, 1102, 955]
feature-subheadline: కనుమరుగవుతున్న కాకతీయుల శిల్పకళ: [722, 192, 1260, 228]
article-text: నీటి బక్కెట్టులో పడి బాలుడు మృతి చెందిన సంఘటన మండలంలోని చింతల్‌బోరీలో చోటుచేసుకొంది. స్థానికులు తెలిపిన వివరాల మేరకు గ్రామానికి చెందిన దీకటి సాయి, కవిత దంపతుల రెండో కుమారుడైన హర్షిత్(3) ఆడుకుంటూ వెళ్లి బాత్రూంలోని నీటి బక్కెట్టులో తలకిందులుగా పడి మృతి చెందాడు. దీంతో వారి కుటుంబంలో విషాదం అలముకొంది. బాధిత కుటుంబాన్ని ముథోల్ ఎమ్మెల్యే విఠల్‌రెడ్డి పరామర్శించారు.: [991, 702, 1267, 829]
page-header: [0, 0, 1274, 41]
article-body: [7, 1479, 421, 1560]
article-row: [431, 1718, 980, 1901]
news-article: [7, 1060, 421, 1259]
feature-bottom-left-text: రెండు ఆలయాలు పూర్తిగా దెబ్బతిన్నాయి. అనేక అపురూప విగ్రహాలు మట్టిలో కలిసిపోతున్నాయి. మండల కేంద్రంలోని శివాలయం పూర్తిగా శిథిలమైపోతోంది. కోటగడ్డ సమీపంలో తోరణాల ఆలయ నిర్మాణాలు ఎక్కడికక్కడ పూర్తిగా ధ్వంసమైపోతున్నాయి. పెద్ద చెరువు కట్టపై శివునివిగ్రహాలు, శివలింగాలు దెబ్బతిన్నాయి. కుసుమంచి మండల కేంద్రంలోని: [722, 530, 988, 620]
article-body: [7, 1971, 421, 2052]
feature-lead-text: [438, 192, 715, 622]
